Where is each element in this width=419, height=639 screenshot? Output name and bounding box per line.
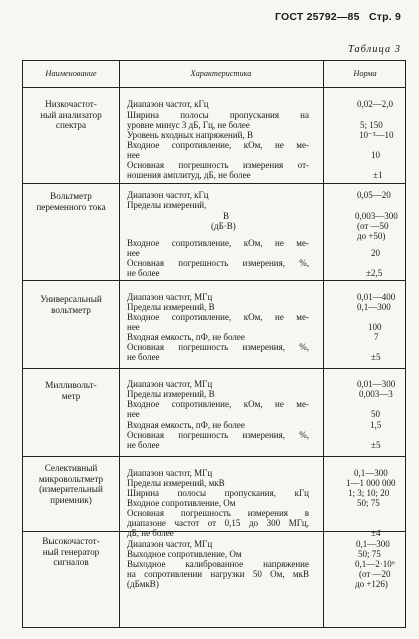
char-line: Ширина полосы пропускания на <box>127 110 309 120</box>
char-line: нее <box>127 150 140 160</box>
char-line: Диапазон частот, кГц <box>127 190 209 200</box>
norm-value: 100 <box>368 322 382 332</box>
char-line: Диапазон частот, МГц <box>127 379 213 389</box>
char-line: Основная погрешность измерения от- <box>127 160 309 170</box>
norm-value: до +126) <box>355 579 388 589</box>
page-number: Стр. 9 <box>368 11 401 23</box>
char-line: Диапазон частот, МГц <box>127 539 213 549</box>
norm-value: 10⁻³—10 <box>359 130 394 140</box>
char-line: Основная погрешность измерения в <box>127 508 309 518</box>
char-line: ношения амплитуд, дБ, не более <box>127 170 251 180</box>
norm-value: 50 <box>371 409 380 419</box>
char-line: Пределы измерений, <box>127 200 207 210</box>
char-line: Входное сопротивление, Ом <box>127 498 236 508</box>
norm-value: 0,1—300 <box>357 302 391 312</box>
char-line: Входное сопротивление, кОм, не ме- <box>127 399 309 409</box>
column-header-norm: Норма <box>353 69 377 78</box>
norm-value: 0,01—300 <box>357 379 396 389</box>
norm-value: ±2,5 <box>366 268 383 278</box>
row-name-ac-voltmeter: Вольтметр переменного тока <box>36 191 106 212</box>
norm-value: 0,01—400 <box>357 292 396 302</box>
char-line: Выходное сопротивление, Ом <box>127 549 242 559</box>
char-line: не более <box>127 440 160 450</box>
norm-value: 20 <box>371 248 380 258</box>
char-line: Входное сопротивление, кОм, не ме- <box>127 140 309 150</box>
row-name-spectrum-analyzer: Низкочастот- ный анализатор спектра <box>40 99 102 131</box>
char-line: Пределы измерений, мкВ <box>127 478 225 488</box>
char-line: Диапазон частот, МГц <box>127 292 213 302</box>
char-line: диапазоне частот от 0,15 до 300 МГц, <box>127 518 309 528</box>
norm-value: 7 <box>374 332 379 342</box>
char-line: Диапазон частот, МГц <box>127 468 213 478</box>
char-line: (дБмкВ) <box>127 579 159 589</box>
column-header-characteristic: Характеристика <box>190 69 252 78</box>
norm-value: (от —20 <box>359 569 391 579</box>
norm-value: 10 <box>371 150 380 160</box>
norm-value: 50; 75 <box>358 549 381 559</box>
column-header-name: Наименование <box>45 69 97 78</box>
norm-value: 1,5 <box>370 420 382 430</box>
norm-value: 0,003—3 <box>359 389 393 399</box>
norm-value: 0,003—300 <box>355 211 398 221</box>
norm-value: ±5 <box>371 352 381 362</box>
spec-table <box>22 60 406 628</box>
row-name-selective-microvoltmeter: Селективный микровольтметр (измерительный приемник) <box>38 463 104 505</box>
table-caption: Таблица 3 <box>347 44 401 55</box>
row-name-millivoltmeter: Милливольт- метр <box>45 380 97 401</box>
page-header <box>275 11 401 23</box>
char-line: Основная погрешность измерения, %, <box>127 258 309 268</box>
char-line: В <box>223 211 230 221</box>
norm-value: ±4 <box>371 528 381 538</box>
char-line: Основная погрешность измерения, %, <box>127 430 309 440</box>
norm-value: 0,05—20 <box>357 190 391 200</box>
char-line: нее <box>127 322 140 332</box>
norm-value: 0,1—300 <box>356 539 390 549</box>
char-line: на сопротивлении нагрузки 50 Ом, мкВ <box>127 569 309 579</box>
char-line: Выходное калиброванное напряжение <box>127 559 309 569</box>
char-line: Входное сопротивление, кОм, не ме- <box>127 238 309 248</box>
char-line: Входная емкость, пФ, не более <box>127 332 245 342</box>
norm-value: 5; 150 <box>360 120 383 130</box>
standard-number: ГОСТ 25792—85 <box>275 11 360 23</box>
row-name-universal-voltmeter: Универсальный вольтметр <box>40 294 102 315</box>
char-line: Ширина полосы пропускания, кГц <box>127 488 309 498</box>
row-name-hf-signal-generator: Высокочастот- ный генератор сигналов <box>42 536 100 568</box>
char-line: Пределы измерений, В <box>127 389 215 399</box>
char-line: не более <box>127 268 160 278</box>
char-line: не более <box>127 352 160 362</box>
char-line: Основная погрешность измерения, %, <box>127 342 309 352</box>
char-line: нее <box>127 409 140 419</box>
char-line: дБ, не более <box>127 528 174 538</box>
norm-value: 0,1—2·10⁶ <box>355 559 395 569</box>
norm-value: (от —50 <box>357 221 389 231</box>
norm-value: ±5 <box>371 440 381 450</box>
norm-value: ±1 <box>373 170 383 180</box>
char-line: (дБ·В) <box>211 221 236 231</box>
char-line: Входное сопротивление, кОм, не ме- <box>127 312 309 322</box>
norm-value: 1; 3; 10; 20 <box>348 488 390 498</box>
norm-value: 0,1—300 <box>354 468 388 478</box>
char-line: Уровень входных напряжений, В <box>127 130 253 140</box>
norm-value: до +50) <box>357 231 386 241</box>
char-line: уровне минус 3 дБ, Гц, не более <box>127 120 250 130</box>
char-line: Диапазон частот, кГц <box>127 99 209 109</box>
char-line: нее <box>127 248 140 258</box>
char-line: Пределы измерений, В <box>127 302 215 312</box>
char-line: Входная емкость, пФ, не более <box>127 420 245 430</box>
norm-value: 0,02—2,0 <box>357 99 393 109</box>
norm-value: 1—1 000 000 <box>346 478 396 488</box>
norm-value: 50; 75 <box>357 498 380 508</box>
